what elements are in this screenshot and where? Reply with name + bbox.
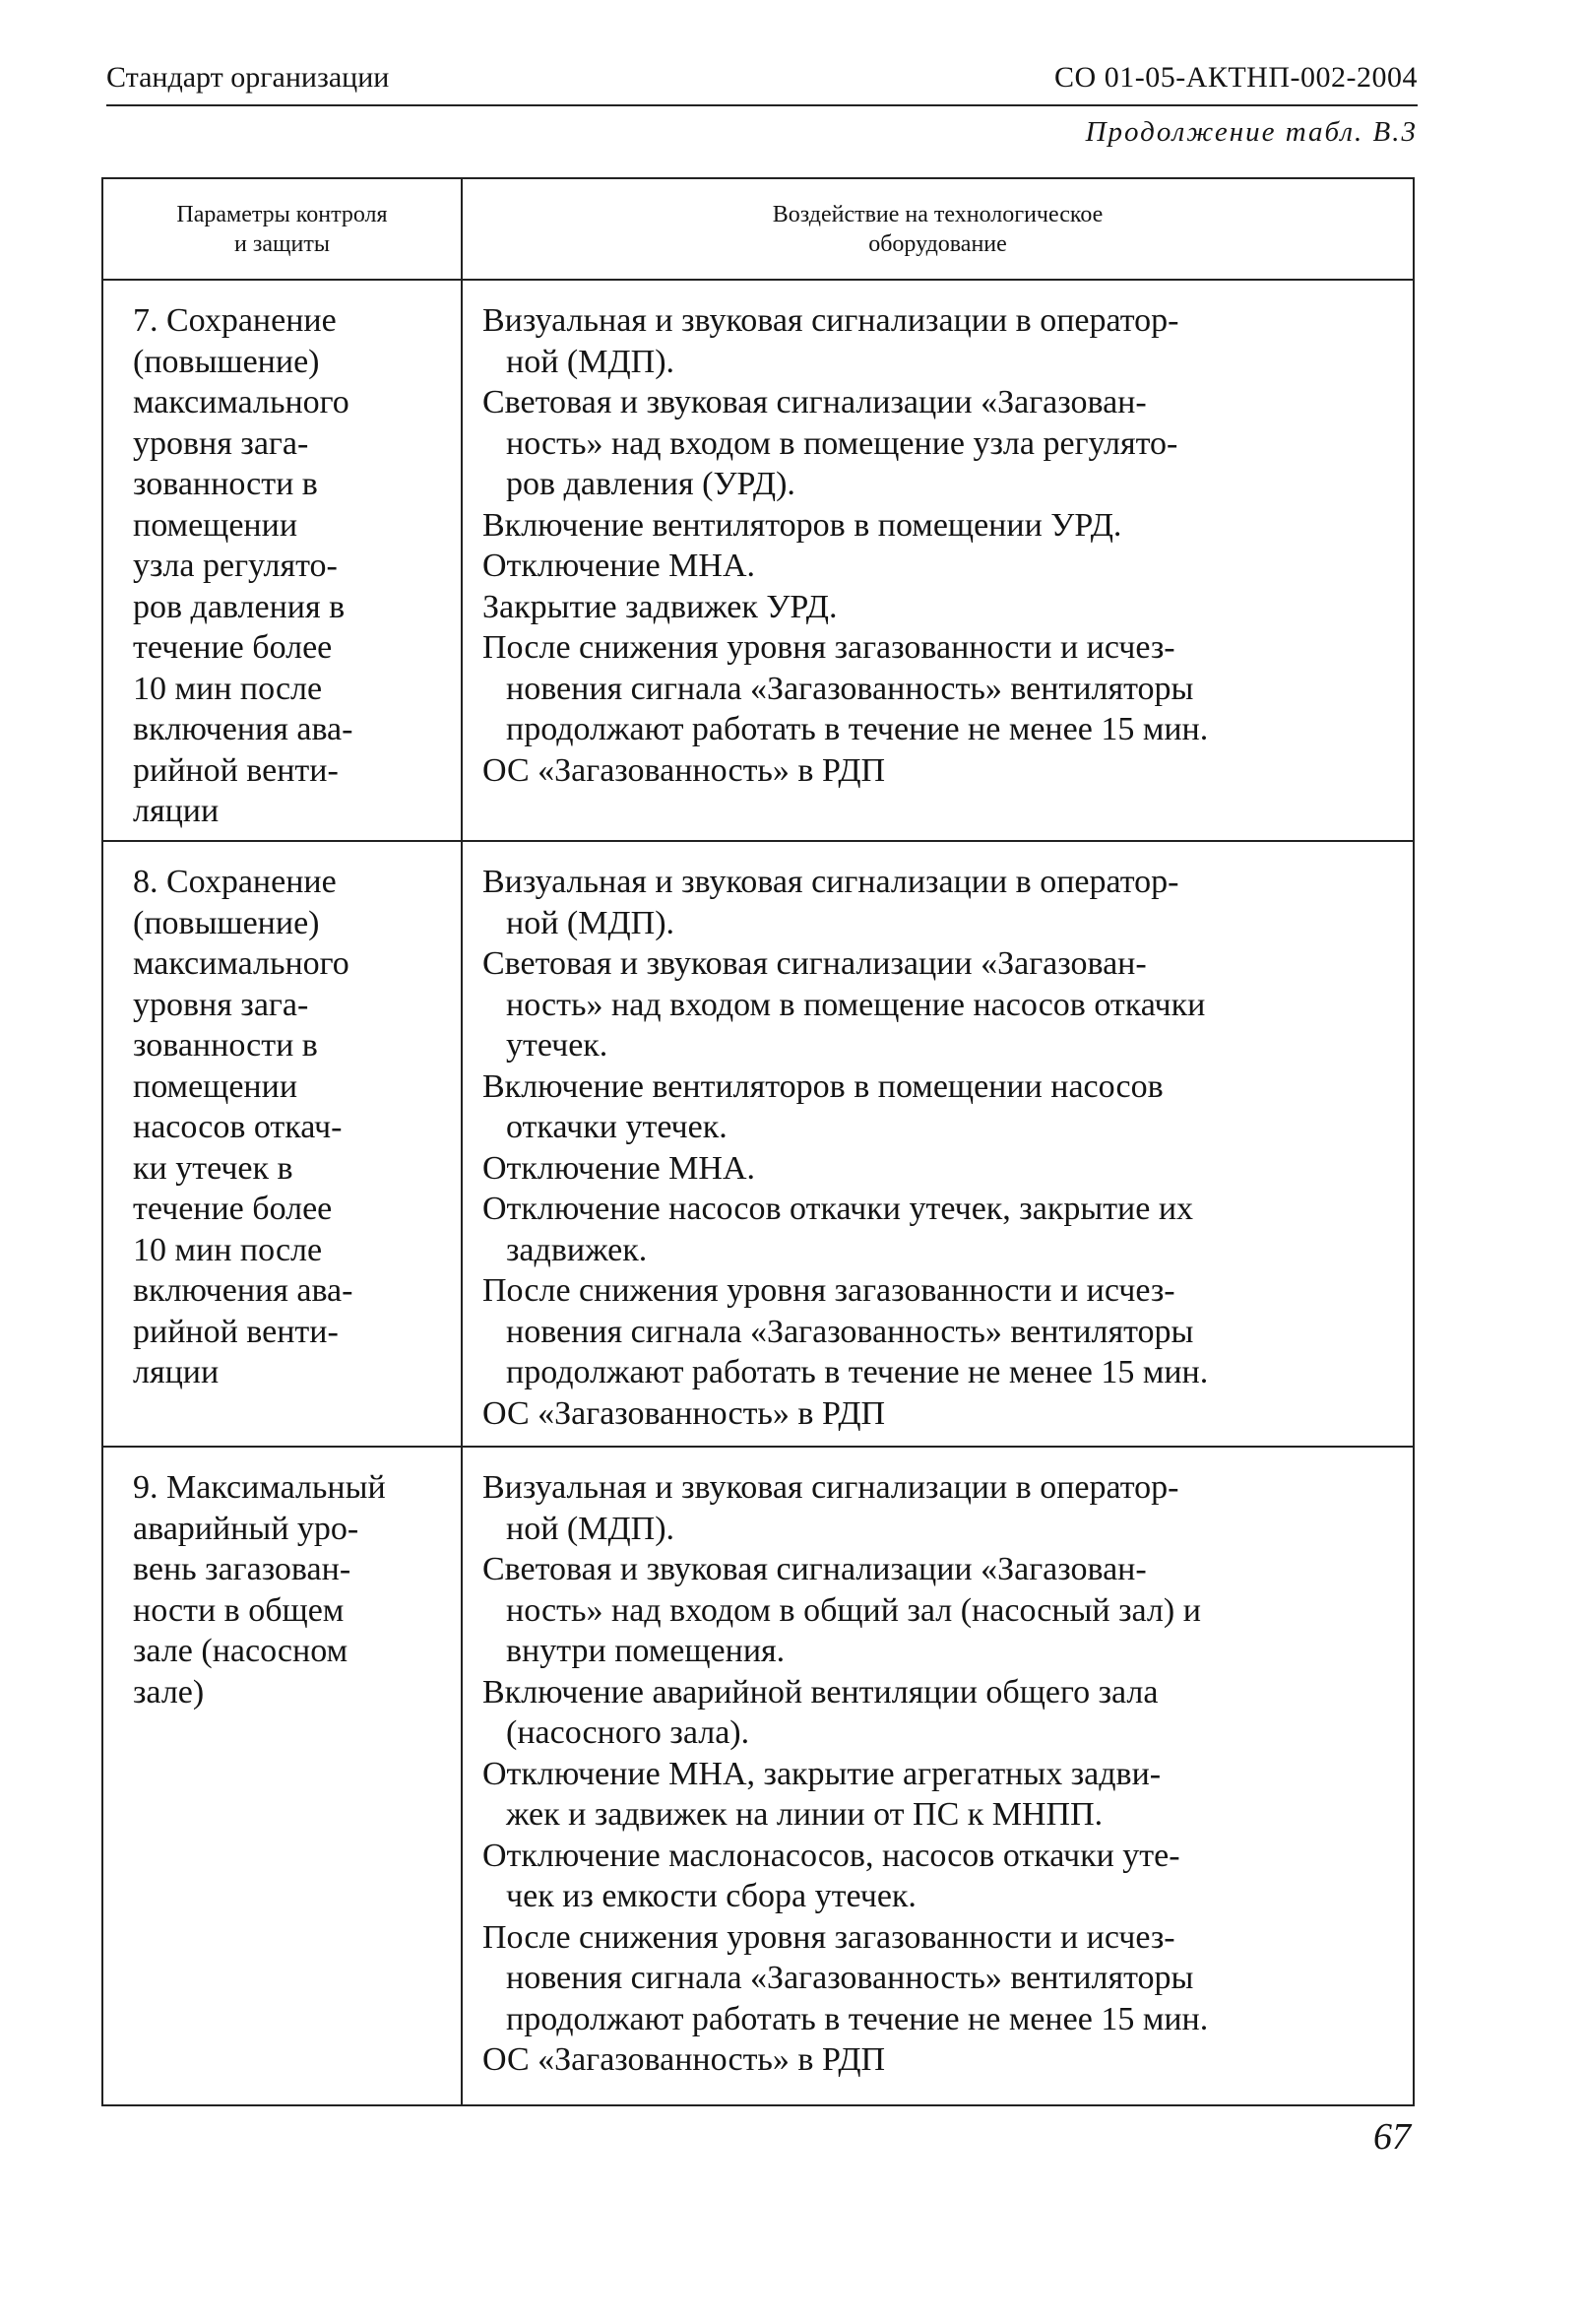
- action-item: Отключение насосов откачки утечек, закрытие их задвижек.: [482, 1191, 1194, 1268]
- action-item: Включение вентиляторов в помещении УРД.: [482, 506, 1122, 544]
- column-header-actions: [463, 179, 1413, 279]
- column-header-parameters-text: Параметры контроля и защиты: [176, 201, 388, 257]
- action-item: Визуальная и звуковая сигнализации в оператор- ной (МДП).: [482, 864, 1179, 941]
- table-row: [103, 1448, 1413, 2104]
- table-row: [103, 842, 1413, 1448]
- table-row: [103, 281, 1413, 842]
- page-number: 67: [1373, 2116, 1411, 2158]
- action-item: Световая и звуковая сигнализации «Загазован- ность» над входом в помещение узла регулято- ров давления (УРД).: [482, 384, 1178, 502]
- action-item: Отключение МНА, закрытие агрегатных задви- жек и задвижек на линии от ПС к МНПП.: [482, 1755, 1162, 1833]
- actions-cell: [463, 281, 1413, 840]
- parameters-table: [101, 177, 1415, 2106]
- action-item: Отключение МНА.: [482, 548, 756, 584]
- running-header: [106, 57, 1418, 106]
- action-item: После снижения уровня загазованности и исчез- новения сигнала «Загазованность» вентиляторы продолжают работать в течение не менее 15 мин.: [482, 629, 1209, 747]
- action-item: Визуальная и звуковая сигнализации в оператор- ной (МДП).: [482, 302, 1179, 380]
- actions-cell: [463, 842, 1413, 1446]
- action-item: ОС «Загазованность» в РДП: [482, 2041, 886, 2078]
- action-item: ОС «Загазованность» в РДП: [482, 751, 886, 789]
- action-item: Световая и звуковая сигнализации «Загазован- ность» над входом в общий зал (насосный зал) и внутри помещения.: [482, 1551, 1201, 1669]
- action-item: После снижения уровня загазованности и исчез- новения сигнала «Загазованность» вентиляторы продолжают работать в течение не менее 15 мин.: [482, 1918, 1209, 2037]
- action-item: Визуальная и звуковая сигнализации в оператор- ной (МДП).: [482, 1469, 1179, 1547]
- action-item: Отключение МНА.: [482, 1149, 756, 1187]
- parameter-cell: 7. Сохранение (повышение) максимального уровня зага- зованности в помещении узла регулято- ров давления в течение более 10 мин после включения ава- рийной венти- ляции: [103, 281, 463, 840]
- action-item: Отключение маслонасосов, насосов откачки уте- чек из емкости сбора утечек.: [482, 1837, 1180, 1914]
- column-header-actions-text: Воздействие на технологическое оборудование: [772, 201, 1104, 257]
- action-item: Закрытие задвижек УРД.: [482, 588, 838, 625]
- action-item: ОС «Загазованность» в РДП: [482, 1394, 886, 1432]
- parameter-cell: 9. Максимальный аварийный уро- вень загазован- ности в общем зале (насосном зале): [103, 1448, 463, 2104]
- action-item: Световая и звуковая сигнализации «Загазован- ность» над входом в помещение насосов откачки утечек.: [482, 945, 1206, 1064]
- document-code: СО 01-05-АКТНП-002-2004: [1054, 61, 1418, 94]
- action-item: Включение вентиляторов в помещении насосов откачки утечек.: [482, 1067, 1164, 1145]
- action-item: После снижения уровня загазованности и исчез- новения сигнала «Загазованность» вентиляторы продолжают работать в течение не менее 15 мин.: [482, 1272, 1209, 1390]
- action-item: Включение аварийной вентиляции общего зала (насосного зала).: [482, 1673, 1159, 1751]
- table-continuation-caption: Продолжение табл. В.3: [1085, 116, 1418, 148]
- column-header-parameters: [103, 179, 463, 279]
- organization-standard-label: Стандарт организации: [106, 61, 390, 94]
- parameter-cell: 8. Сохранение (повышение) максимального уровня зага- зованности в помещении насосов откач- ки утечек в течение более 10 мин после включения ава- рийной венти- ляции: [103, 842, 463, 1446]
- table-header-row: [103, 179, 1413, 281]
- actions-cell: [463, 1448, 1413, 2104]
